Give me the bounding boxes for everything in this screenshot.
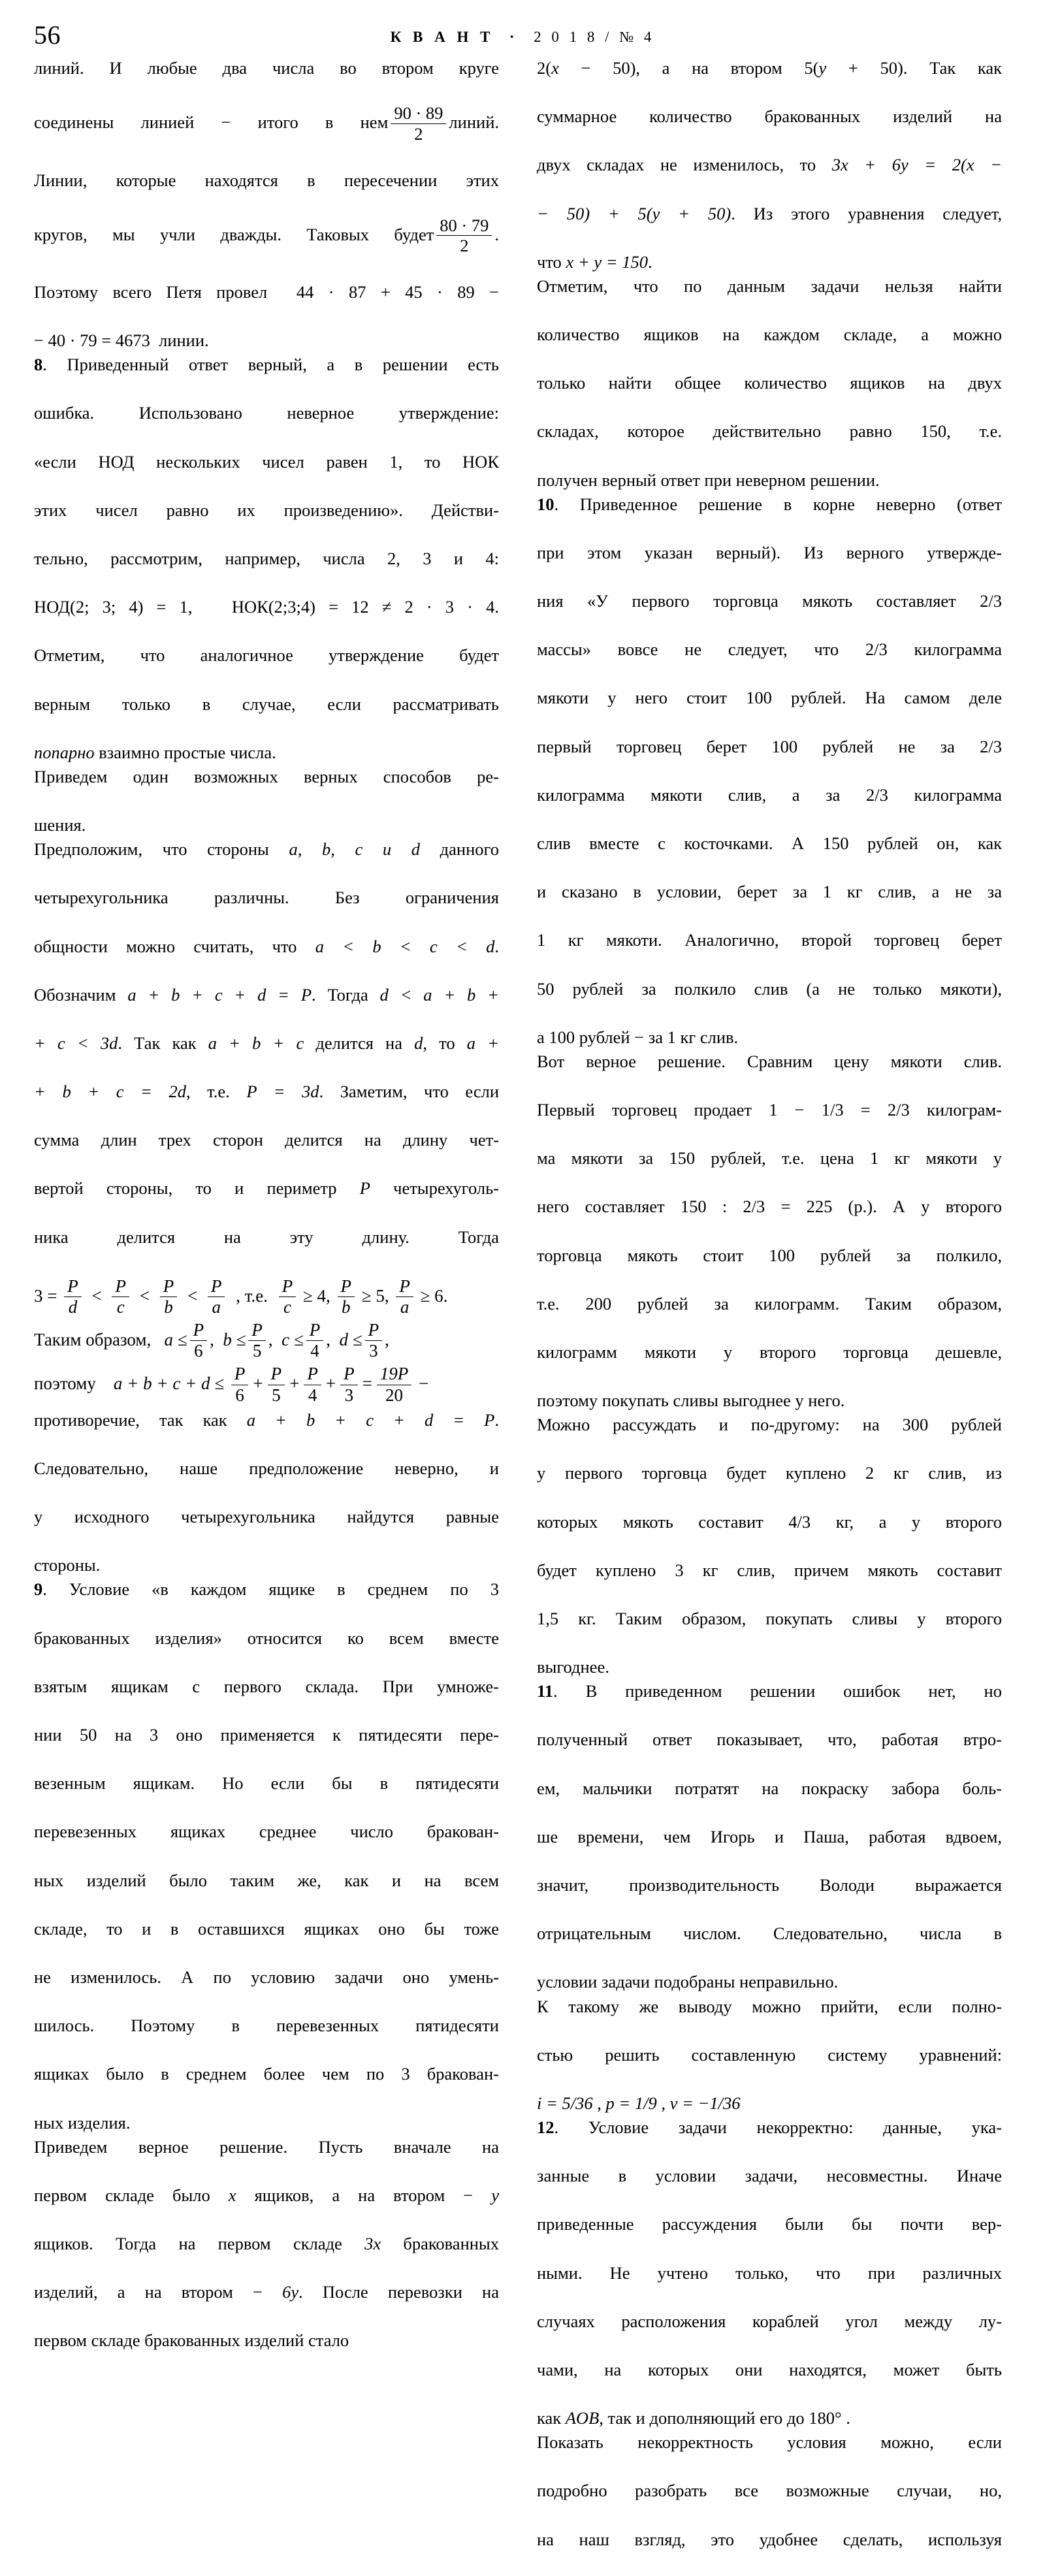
text-line-numbered <box>537 1679 1002 1728</box>
fraction-denominator: 3 <box>344 1385 354 1405</box>
formula-tail-te: , т.е. <box>236 1285 268 1306</box>
text-line-with-math <box>34 280 499 329</box>
fraction-numerator: P <box>304 1364 321 1385</box>
line-text: . Приведенный ответ верный, а в решении есть <box>42 355 499 375</box>
running-separator: · <box>494 29 534 45</box>
line-text: изделий, а на втором − <box>34 2282 283 2302</box>
expression-a-plus: a + <box>466 1033 499 1053</box>
fraction-80-79-over-2 <box>436 216 492 255</box>
fraction-denominator: 4 <box>310 1341 319 1361</box>
fraction-four-thirds: 4/3 <box>788 1511 811 1532</box>
paragraph-solution12-continued <box>537 2430 1002 2576</box>
left-column <box>34 56 499 2353</box>
solution-number-12: 12 <box>537 2117 555 2137</box>
line-text: − 50), а на втором 5( <box>558 58 819 78</box>
relation-less-than: < <box>187 1285 198 1306</box>
text-line-numbered <box>537 2116 1002 2164</box>
line-text: , т.е. <box>185 1082 247 1102</box>
variable-x: x <box>228 2185 236 2205</box>
text-line: стью решить составленную систему уравнений: <box>537 2044 1002 2065</box>
line-text: Предположим, что стороны <box>34 839 289 860</box>
line-text: + 50). Так как <box>826 58 1002 78</box>
running-head <box>34 18 1011 56</box>
display-formula-chain-of-inequalities <box>34 1278 499 1317</box>
text-line: ма мякоти за 150 рублей, т.е. цена 1 кг мякоти у <box>537 1148 1002 1168</box>
text-line-with-vars <box>34 2183 499 2232</box>
dash: − <box>419 1374 429 1394</box>
line-text: что <box>537 251 566 272</box>
fraction-numerator: P <box>306 1321 324 1341</box>
issue-label: 2 0 1 8 / № 4 <box>534 29 655 45</box>
fraction-numerator: 90 · 89 <box>391 104 446 124</box>
line-text: делится на <box>304 1033 415 1053</box>
line-text: двух складах не изменилось, то <box>537 155 832 175</box>
fraction-P-over-6-sum <box>231 1364 249 1404</box>
text-line: четырехугольника различны. Без ограничения <box>34 888 499 908</box>
text-line-with-math <box>537 1098 1002 1146</box>
fraction-numerator: P <box>208 1277 225 1297</box>
text-line-with-equation <box>34 1031 499 1080</box>
variables-abcd: a, b, c и d <box>289 839 421 860</box>
line-text: противоречие, так как <box>34 1409 247 1430</box>
text-line-with-math <box>537 2406 1002 2430</box>
line-text: килограм- <box>909 1100 1002 1120</box>
text-line: занные в условии задачи, несовместны. Иначе <box>537 2166 1002 2186</box>
text-line: полученный ответ показывает, что, работая втро- <box>537 1730 1002 1750</box>
text-line-with-math <box>537 56 1002 105</box>
paragraph-solution9-continued <box>537 56 1002 274</box>
line-text: (р.). А у второго <box>832 1197 1002 1217</box>
line-text: первом складе было <box>34 2185 229 2205</box>
fraction-numerator: P <box>396 1277 413 1297</box>
text-line: только найти общее количество ящиков на двух <box>537 373 1002 393</box>
paragraph-solution11-system <box>537 1995 1002 2116</box>
fraction-P-over-b <box>160 1277 178 1317</box>
fraction-denominator: a <box>212 1297 221 1317</box>
text-line: этих чисел равно их произведению». Действи- <box>34 500 499 520</box>
expression-minus-40-79-equals-4673: − 40 · 79 = 4673 <box>34 330 150 351</box>
text-line: К такому же выводу можно прийти, если полно- <box>537 1996 1002 2016</box>
relation-less-than: < <box>91 1285 102 1306</box>
relation-ge-4: ≥ 4 <box>302 1285 327 1306</box>
solution-number-8: 8 <box>34 355 43 375</box>
text-line: шения. <box>34 815 86 835</box>
two-column-body <box>34 56 1011 2576</box>
text-line: Отметим, что аналогичное утверждение будет <box>34 645 499 666</box>
line-text: четырехуголь- <box>370 1178 500 1199</box>
text-line: взятым ящикам с первого склада. При умноже- <box>34 1676 499 1696</box>
text-line: бракованных изделия» относится ко всем вместе <box>34 1628 499 1648</box>
line-text: . Условие задачи некорректно: данные, ука- <box>554 2117 1002 2137</box>
text-line: Отметим, что по данным задачи нельзя найти <box>537 276 1002 296</box>
fraction-numerator: P <box>279 1277 297 1297</box>
line-text: бракованных <box>381 2233 499 2253</box>
comma: , <box>326 1285 330 1306</box>
inequality-a-b-c-d: a < b < c < d <box>315 936 495 956</box>
fraction-numerator: P <box>112 1277 129 1297</box>
formula-gcd-234: НОД(2; 3; 4) = 1, <box>34 597 193 617</box>
line-text-start: кругов, мы учли дважды. Таковых будет <box>34 224 434 244</box>
text-line: Приведем один возможных верных способов ре- <box>34 766 499 786</box>
text-line-numbered <box>34 353 499 401</box>
text-line-numbered <box>34 1577 499 1626</box>
fraction-P-over-4 <box>306 1321 324 1360</box>
line-text: . Тогда <box>312 984 380 1005</box>
fraction-denominator: 2 <box>414 123 423 144</box>
equation-3x-6y: 3x + 6y = 2(x − <box>831 155 1002 175</box>
text-line: на наш взгляд, это удобнее сделать, используя <box>537 2529 1002 2549</box>
magazine-name: К В А Н Т <box>390 29 494 45</box>
relation-less-than: < <box>139 1285 150 1306</box>
text-line: нии 50 на 3 оно применяется к пятидесяти пере- <box>34 1725 499 1745</box>
text-line-with-math <box>537 202 1002 250</box>
fraction-denominator: 4 <box>308 1385 317 1405</box>
text-line: мякоти у него стоит 100 рублей. На самом деле <box>537 688 1002 708</box>
text-line-with-math <box>537 1195 1002 1243</box>
fraction-P-over-5 <box>248 1321 266 1360</box>
text-line: у первого торговца будет куплено 2 кг слив, из <box>537 1463 1002 1483</box>
text-line: «если НОД нескольких чисел равен 1, то НОК <box>34 451 499 472</box>
comma: , <box>385 1330 389 1350</box>
text-line: тельно, рассмотрим, например, числа 2, 3 и 4: <box>34 549 499 569</box>
text-line-with-vars <box>34 2232 499 2280</box>
comma: , <box>384 1285 389 1306</box>
inequality-d-lt-sum: d < a + b + <box>379 984 500 1005</box>
text-line: Следовательно, наше предположение неверно, и <box>34 1458 499 1478</box>
line-text: общности можно считать, что <box>34 936 315 956</box>
equation-P-3d: P = 3d <box>246 1082 319 1102</box>
line-text: ящиков, а на втором − <box>236 2185 492 2205</box>
text-line: складах, которое действительно равно 150, т.е. <box>537 421 1002 442</box>
fraction-P-over-b-2 <box>338 1277 355 1317</box>
text-line: будет куплено 3 кг слив, причем мякоть составит <box>537 1560 1002 1580</box>
text-line: подробно разобрать все возможные случаи, но, <box>537 2481 1002 2501</box>
text-line: Приведем верное решение. Пусть вначале на <box>34 2136 499 2157</box>
fraction-denominator: c <box>116 1297 125 1317</box>
fraction-denominator: d <box>68 1297 78 1317</box>
text-line: складе, то и в оставшихся ящиках оно бы тоже <box>34 1918 499 1939</box>
text-line: ше времени, чем Игорь и Паша, работая вдвоем, <box>537 1826 1002 1846</box>
emphasis-poparno: попарно <box>34 742 95 762</box>
fraction-P-over-6 <box>190 1321 208 1360</box>
text-line-with-equation <box>34 1408 499 1457</box>
paragraph-solution12 <box>537 2116 1002 2430</box>
text-line: ных изделий было таким же, как и на всем <box>34 1870 499 1890</box>
line-text-end: . <box>494 224 499 244</box>
formula-lead-poetomu: поэтому <box>34 1374 96 1394</box>
line-text-start: соединены линией − итого в нем <box>34 112 389 133</box>
paragraph-solution10 <box>537 492 1002 1050</box>
text-line: приведенные рассуждения были бы почти вер- <box>537 2214 1002 2234</box>
variable-y: y <box>818 58 827 78</box>
line-text: взаимно простые числа. <box>94 742 276 762</box>
text-line: Вот верное решение. Сравним цену мякоти слив. <box>537 1051 1002 1071</box>
expression-6y: 6y <box>282 2282 299 2302</box>
plus-sign: + <box>325 1374 336 1394</box>
fraction-numerator: P <box>338 1277 355 1297</box>
text-line-with-equation <box>34 1080 499 1128</box>
text-line-numbered <box>537 492 1002 541</box>
fraction-P-over-c-2 <box>279 1277 297 1317</box>
line-text: 2( <box>537 58 552 78</box>
text-line: значит, производительность Володи выражается <box>537 1875 1002 1895</box>
fraction-denominator: 2 <box>460 236 469 256</box>
text-line: чами, на которых они находятся, может быть <box>537 2359 1002 2379</box>
fraction-P-over-3 <box>365 1321 383 1360</box>
fraction-numerator: 19P <box>377 1364 412 1385</box>
paragraph-solution9-note <box>537 274 1002 492</box>
formula-lcm-234: НОК(2;3;4) = 12 ≠ 2 · 3 · 4 <box>231 597 495 617</box>
equation-sum-equals-P: a + b + c + d = P <box>246 1409 495 1430</box>
text-line: случаях расположения кораблей угол между лу- <box>537 2311 1002 2331</box>
fraction-numerator: P <box>248 1321 266 1341</box>
solution-number-9: 9 <box>34 1579 43 1600</box>
text-line: Можно рассуждать и по-другому: на 300 рублей <box>537 1415 1002 1435</box>
fraction-P-over-5-sum <box>268 1364 285 1404</box>
fraction-numerator: P <box>190 1321 208 1341</box>
text-line: 1 кг мякоти. Аналогично, второй торговец берет <box>537 930 1002 950</box>
line-text: . В приведенном решении ошибок нет, но <box>553 1681 1002 1701</box>
right-column <box>537 56 1002 2576</box>
fraction-denominator: b <box>164 1297 173 1317</box>
relation-ge-6: ≥ 6 <box>420 1285 443 1306</box>
text-line: ошибка. Использовано неверное утверждение: <box>34 403 499 423</box>
relation-ge-5: ≥ 5 <box>361 1285 385 1306</box>
fraction-numerator: P <box>160 1277 178 1297</box>
text-line: первом складе бракованных изделий стало <box>34 2330 349 2351</box>
text-line: у исходного четырехугольника найдутся равные <box>34 1507 499 1527</box>
line-text: вертой стороны, то и периметр <box>34 1178 360 1199</box>
text-line: ния «У первого торговца мякоть составляет 2/3 <box>537 591 1002 611</box>
text-line: верным только в случае, если рассматривать <box>34 694 499 714</box>
text-line: торговца мякоть стоит 100 рублей за полкило, <box>537 1245 1002 1265</box>
fraction-numerator: 80 · 79 <box>436 216 492 236</box>
text-line: т.е. 200 рублей за килограмм. Таким образом, <box>537 1293 1002 1313</box>
text-line: ными. Не учтено только, что при различных <box>537 2262 1002 2283</box>
expression-one-minus-third: 1 − 1/3 = 2/3 <box>769 1100 910 1120</box>
fraction-numerator: P <box>268 1364 285 1385</box>
fraction-numerator: P <box>231 1364 249 1385</box>
line-text: линии. <box>159 330 209 351</box>
line-text: , так и дополняющий его до 180° . <box>599 2408 850 2428</box>
expression-3x: 3x <box>364 2233 381 2253</box>
text-line-with-vars <box>34 2280 499 2328</box>
period: . <box>443 1285 448 1306</box>
paragraph-solution8-proof <box>34 837 499 1274</box>
variable-d: d <box>414 1033 423 1053</box>
text-line: стороны. <box>34 1555 101 1575</box>
angle-AOB: AOB <box>565 2408 600 2428</box>
line-text: него составляет <box>537 1197 681 1217</box>
text-line: ных изделия. <box>34 2112 131 2133</box>
text-line: отрицательным числом. Следовательно, числа в <box>537 1924 1002 1944</box>
page-number: 56 <box>34 20 61 50</box>
fraction-denominator: b <box>342 1297 351 1317</box>
line-text: , то <box>423 1033 467 1053</box>
text-line: 50 рублей за полкило слив (а не только мякоти), <box>537 978 1002 999</box>
text-line-with-vars <box>34 837 499 886</box>
bound-b-le: b ≤ <box>223 1330 246 1350</box>
text-line-with-math <box>34 329 499 353</box>
variable-P: P <box>359 1178 370 1199</box>
text-line: поэтому покупать сливы выгоднее у него. <box>537 1391 845 1411</box>
line-text: . Заметим, что если <box>319 1082 499 1102</box>
plus-sign: + <box>253 1374 263 1394</box>
text-line: не изменилось. А по условию задачи оно умень- <box>34 1967 499 1987</box>
fraction-denominator: 6 <box>194 1341 203 1361</box>
comma: , <box>326 1330 330 1350</box>
equation-rhs: − 50) + 5(y + 50) <box>537 203 732 223</box>
paragraph-solution7-tail <box>34 56 499 353</box>
fraction-numerator: P <box>64 1277 82 1297</box>
formula-lead-takim-obrazom: Таким образом, <box>34 1330 152 1350</box>
line-text: Первый торговец продает <box>537 1100 769 1120</box>
equation-perimeter: a + b + c + d = P <box>127 984 312 1005</box>
fraction-denominator: 5 <box>252 1341 262 1361</box>
line-text: . <box>647 251 652 272</box>
line-text: которых мякоть составит <box>537 1511 789 1532</box>
fraction-P-over-4-sum <box>304 1364 321 1404</box>
equals-sign: = <box>362 1374 372 1394</box>
line-text: . После перевозки на <box>298 2282 499 2302</box>
text-line: массы» вовсе не следует, что 2/3 килограмма <box>537 639 1002 660</box>
fraction-denominator: 3 <box>369 1341 378 1361</box>
text-line: линий. И любые два числа во втором круге <box>34 58 499 78</box>
text-line: килограмм мякоти у второго торговца дешевле, <box>537 1342 1002 1362</box>
fraction-numerator: P <box>365 1321 383 1341</box>
text-line: при этом указан верный). Из верного утвержде- <box>537 542 1002 562</box>
expression-150-div-two-thirds: 150 : 2/3 = 225 <box>680 1197 833 1217</box>
fraction-P-over-a-2 <box>396 1277 413 1317</box>
expression-a-b-c: a + b + c <box>208 1033 304 1053</box>
comma: , <box>210 1330 214 1350</box>
text-line: ящиках было в среднем более чем по 3 бракован- <box>34 2064 499 2084</box>
text-line: условии задачи подобраны неправильно. <box>537 1972 839 1992</box>
line-text: . Из этого уравнения следует, <box>731 203 1002 223</box>
text-line: выгоднее. <box>537 1657 609 1677</box>
fraction-numerator: P <box>340 1364 358 1385</box>
solution-number-11: 11 <box>537 1681 554 1701</box>
paragraph-solution9-correct <box>34 2135 499 2353</box>
line-text: кг, а у второго <box>811 1511 1003 1532</box>
text-line: суммарное количество бракованных изделий на <box>537 106 1002 127</box>
text-line-with-fraction <box>34 105 499 168</box>
solution-number-10: 10 <box>537 494 555 514</box>
paragraph-solution10-alternative <box>537 1413 1002 1679</box>
equation-x-plus-y-150: x + y = 150 <box>566 251 648 272</box>
expression-c-lt-3d: + c < 3d <box>34 1033 118 1053</box>
fraction-denominator: c <box>283 1297 291 1317</box>
text-line-with-math <box>537 153 1002 201</box>
text-line-formula-gcd-lcm <box>34 595 499 643</box>
bound-c-le: c ≤ <box>281 1330 304 1350</box>
text-line: сумма длин трех сторон делится на длину чет- <box>34 1130 499 1150</box>
text-line: получен верный ответ при неверном решении. <box>537 470 880 490</box>
text-line: Линии, которые находятся в пересечении этих <box>34 170 499 190</box>
paragraph-contradiction <box>34 1408 499 1578</box>
text-line: слив вместе с косточками. А 150 рублей он, как <box>537 833 1002 853</box>
text-line-with-fraction <box>34 217 499 280</box>
text-line-with-var <box>34 1176 499 1225</box>
text-line-with-math <box>537 1510 1002 1558</box>
running-title <box>34 29 1011 46</box>
fraction-denominator: 20 <box>385 1385 404 1405</box>
display-formula-sum-bound <box>34 1365 499 1405</box>
paragraph-solution10-correct <box>537 1050 1002 1413</box>
fraction-denominator: 5 <box>272 1385 281 1405</box>
fraction-19P-over-20 <box>377 1364 412 1404</box>
paragraph-solution9 <box>34 1577 499 2134</box>
text-line-math <box>537 2091 1002 2116</box>
line-text: . Условие «в каждом ящике в среднем по 3 <box>42 1579 499 1600</box>
line-text: . <box>494 936 499 956</box>
text-line: количество ящиков на каждом складе, а можно <box>537 325 1002 345</box>
line-text-end: линий. <box>449 112 499 133</box>
fraction-denominator: 6 <box>235 1385 244 1405</box>
bound-a-le: a ≤ <box>164 1330 187 1350</box>
line-text: данного <box>420 839 499 860</box>
text-line: килограмма мякоти слив, а за 2/3 килограмма <box>537 784 1002 805</box>
comma: , <box>268 1330 273 1350</box>
fraction-P-over-d <box>64 1277 82 1317</box>
text-line: Показать некорректность условия можно, если <box>537 2432 1002 2453</box>
variable-y: y <box>491 2185 499 2205</box>
plus-sign: + <box>289 1374 300 1394</box>
equation-b-c-2d: + b + c = 2d <box>34 1082 186 1102</box>
text-line: 1,5 кг. Таким образом, покупать сливы у второго <box>537 1609 1002 1628</box>
line-text: ящиков. Тогда на первом складе <box>34 2233 365 2253</box>
line-text: . <box>494 1409 499 1430</box>
solution-values-i-p-v: i = 5/36 , p = 1/9 , v = −1/36 <box>537 2093 741 2113</box>
text-line: и сказано в условии, берет за 1 кг слив, а не за <box>537 882 1002 902</box>
text-line: а 100 рублей − за 1 кг слив. <box>537 1027 739 1047</box>
text-line: ника делится на эту длину. Тогда <box>34 1227 499 1247</box>
text-line-with-inequality <box>34 935 499 983</box>
expression-44-87-plus-45-89: 44 · 87 + 45 · 89 − <box>296 282 500 302</box>
text-line: перевезенных ящиках среднее число бракован- <box>34 1822 499 1842</box>
line-text: как <box>537 2408 566 2428</box>
text-line: шилось. Поэтому в перевезенных пятидесяти <box>34 2016 499 2036</box>
paragraph-solution11 <box>537 1679 1002 1994</box>
paragraph-solution8 <box>34 353 499 765</box>
formula-period: . <box>494 597 500 617</box>
text-line: первый торговец берет 100 рублей не за 2/3 <box>537 736 1002 756</box>
text-line-italic-lead <box>34 741 499 765</box>
line-text: Поэтому всего Петя провел <box>34 282 268 302</box>
line-text: . Так как <box>118 1033 208 1053</box>
fraction-P-over-3-sum <box>340 1364 358 1404</box>
bound-d-le: d ≤ <box>339 1330 362 1350</box>
expression-sum-le: a + b + c + d ≤ <box>113 1374 225 1394</box>
line-text: . Приведенное решение в корне неверно (ответ <box>554 494 1002 514</box>
text-line-with-math <box>537 250 1002 274</box>
formula-lead: 3 = <box>34 1285 57 1306</box>
paragraph-solution8-method <box>34 765 499 837</box>
line-text: Обозначим <box>34 984 128 1005</box>
text-line-with-equation <box>34 983 499 1031</box>
text-line: ем, мальчики потратят на покраску забора боль- <box>537 1778 1002 1798</box>
variable-x: x <box>551 58 559 78</box>
fraction-P-over-c <box>112 1277 129 1317</box>
display-formula-bounds <box>34 1321 499 1361</box>
text-line: везенным ящикам. Но если бы в пятидесяти <box>34 1773 499 1794</box>
fraction-P-over-a <box>208 1277 225 1317</box>
fraction-denominator: a <box>400 1297 410 1317</box>
fraction-90-89-over-2 <box>391 104 446 143</box>
